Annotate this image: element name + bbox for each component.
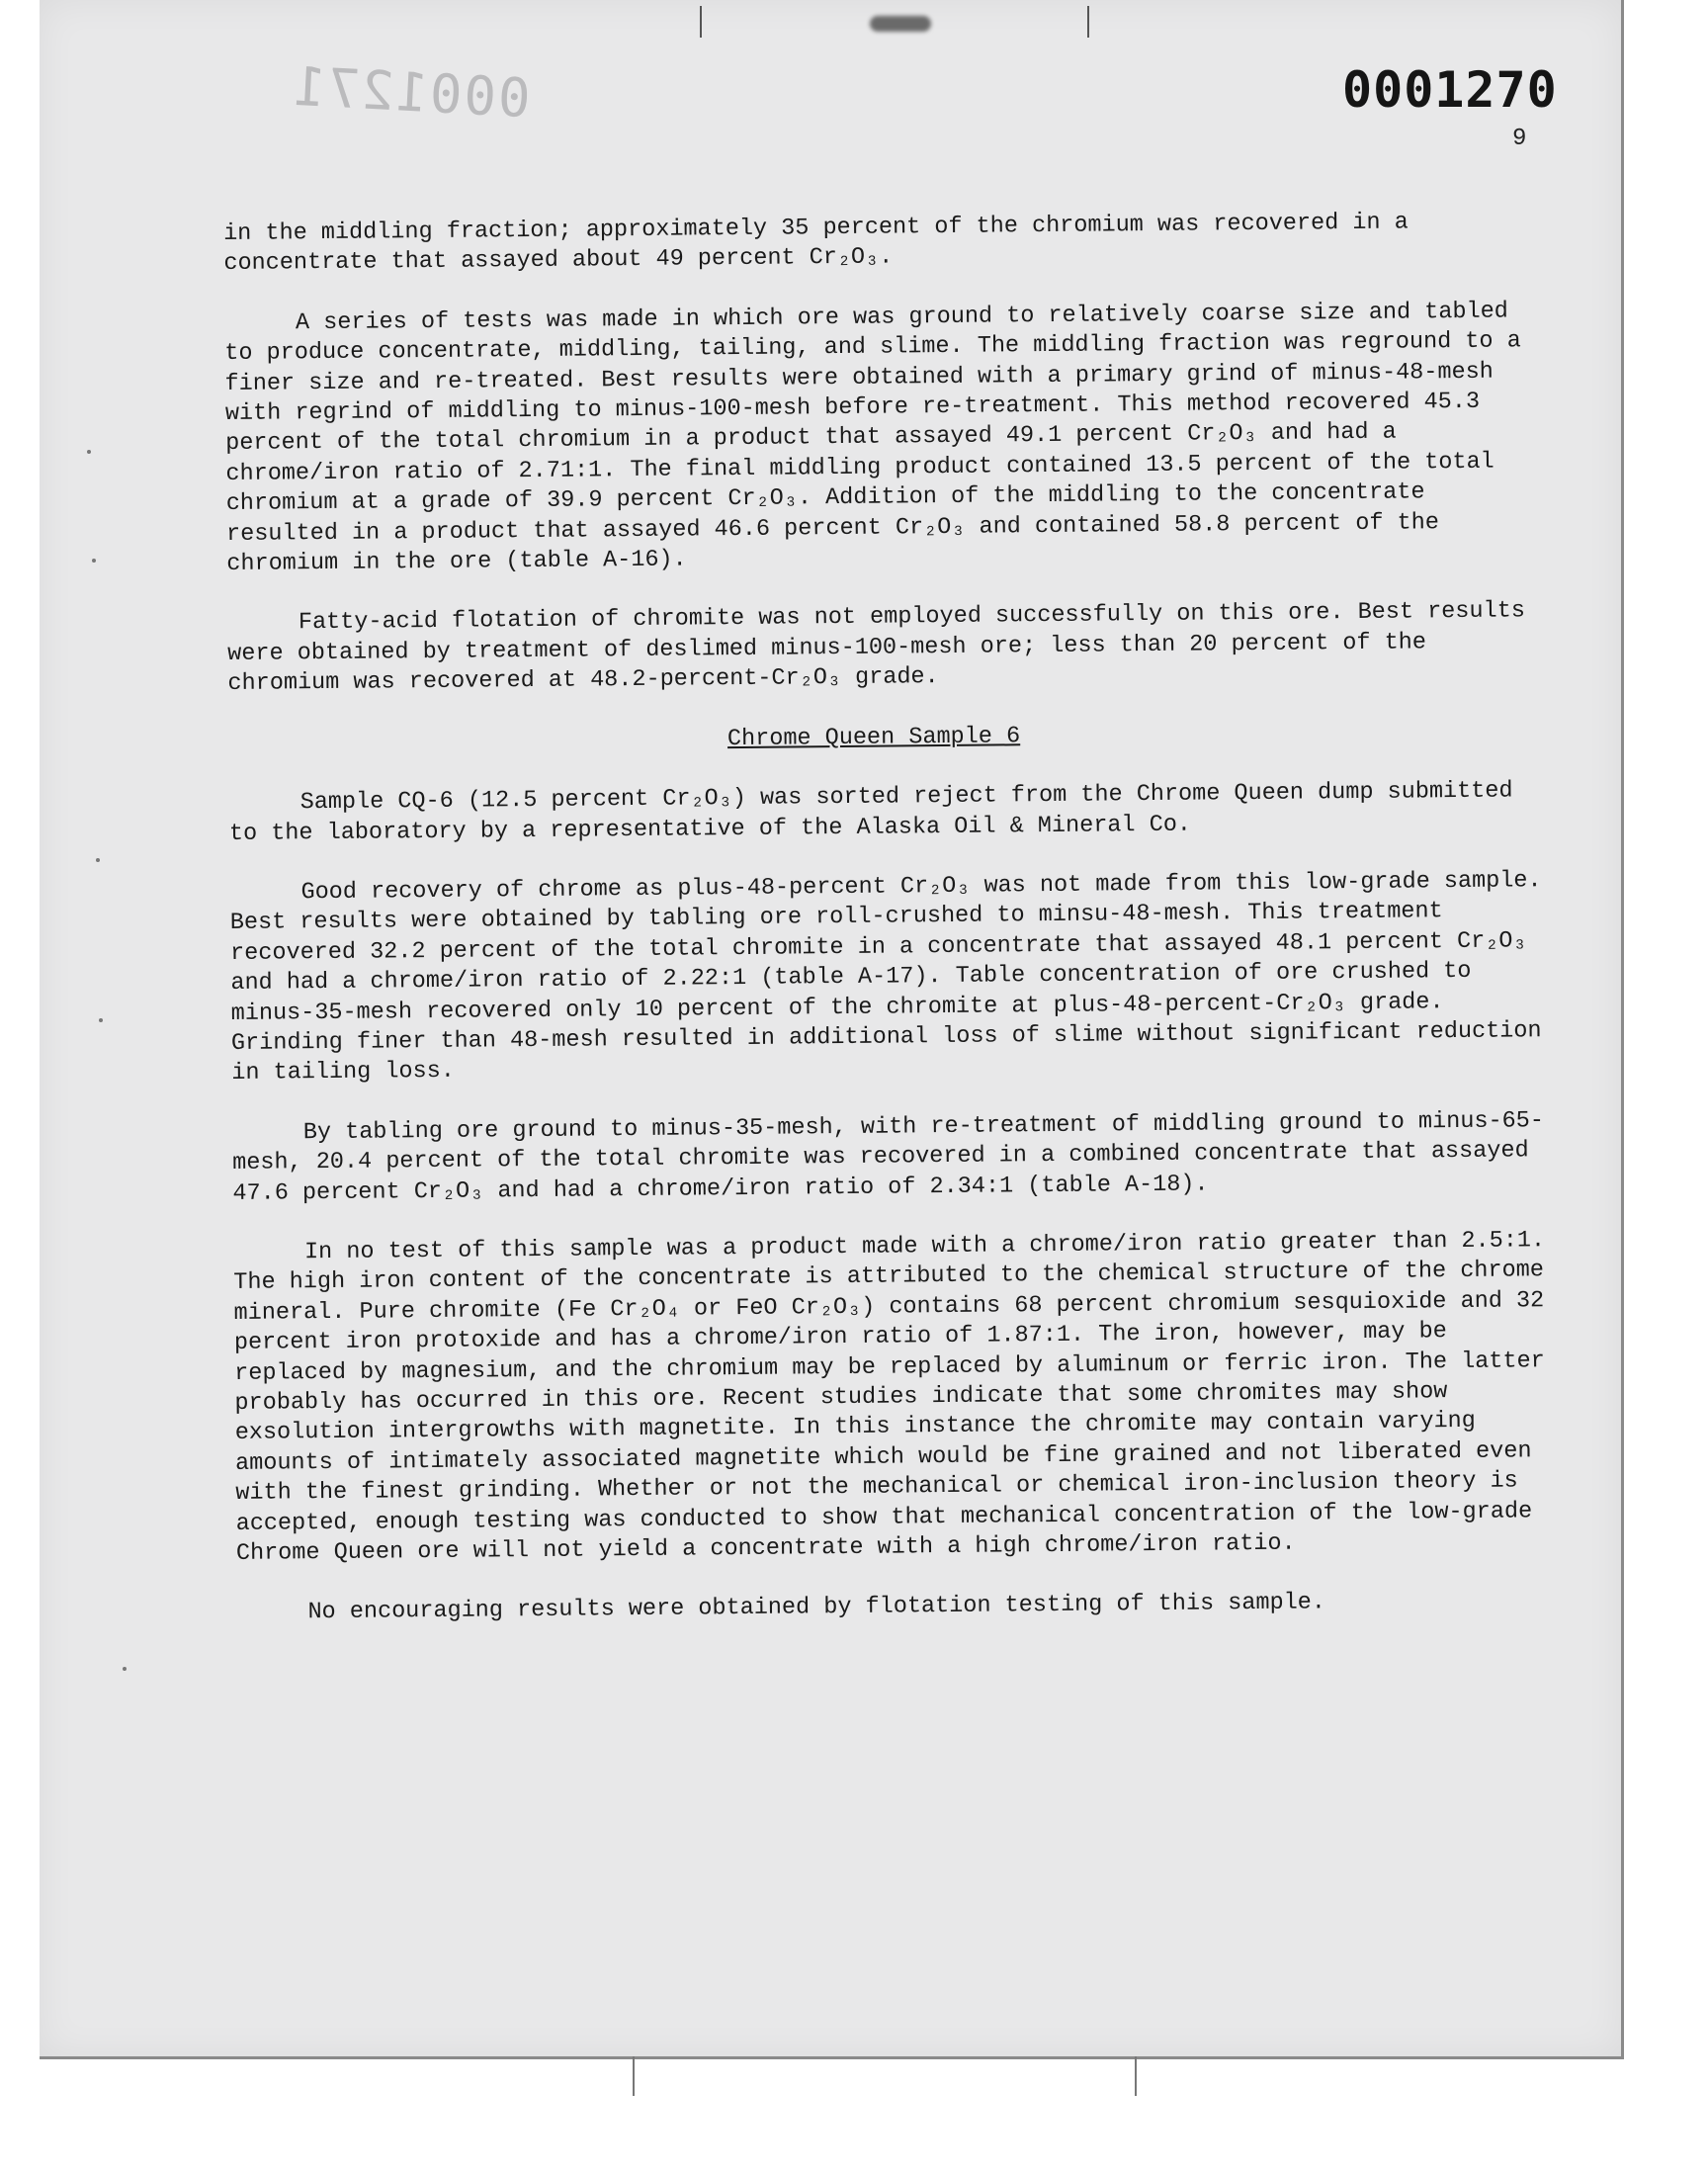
ghost-stamp-number: 0001271 (290, 54, 533, 130)
speck (92, 559, 96, 563)
scan-edge-mark (633, 2056, 635, 2096)
paragraph-sample-description: Sample CQ-6 (12.5 percent Cr₂O₃) was sorted reject from the Chrome Queen dump submitted to the laboratory by a representative of the Alaska Oil & Mineral Co. (228, 777, 1513, 847)
paragraph-tabling-tests: A series of tests was made in which ore was ground to relatively coarse size and tabled to produce concentrate, middling, tailing, and slime. The middling fraction was reground to a finer size and re-treated. Best results were obtained with a primary grind of minus-48-mesh with regrind of middling to minus-100-mesh before re-treatment. This method recovered 45.3 percent of the total chromium in a product that assayed 49.1 percent Cr₂O₃ and had a chrome/iron ratio of 2.71:1. The final middling product contained 13.5 percent of the total chromium at a grade of 39.9 percent Cr₂O₃. Addition of the middling to the concentrate resulted in a product that assayed 46.6 percent Cr₂O₃ and contained 58.8 percent of the chromium in the ore (table A-16). (224, 298, 1521, 578)
binder-clip-shadow (870, 16, 931, 32)
paragraph-conclusion: No encouraging results were obtained by flotation testing of this sample. (307, 1589, 1326, 1626)
binder-clip-mark (700, 6, 1089, 38)
paragraph-flotation: Fatty-acid flotation of chromite was not employed successfully on this ore. Best results were obtained by treatment of deslimed minus-100-mesh ore; less than 20 percent of the chromium was recovered at 48.2-percent-Cr₂O₃ grade. (227, 597, 1526, 698)
document-stamp-number: 0001270 (1342, 61, 1558, 119)
speck (87, 450, 91, 454)
paragraph-continuation: in the middling fraction; approximately 35 percent of the chromium was recovered in a concentrate that assayed about 49 percent Cr₂O₃. (223, 209, 1409, 278)
page-number: 9 (1512, 126, 1527, 152)
document-body (223, 207, 1552, 1659)
paragraph-regrind: By tabling ore ground to minus-35-mesh, with re-treatment of middling ground to minus-65-mesh, 20.4 percent of the total chromite was recovered in a combined concentrate that assayed 47.6 percent Cr₂O₃ and had a chrome/iron ratio of 2.34:1 (table A-18). (232, 1106, 1545, 1207)
speck (99, 1018, 103, 1022)
paragraph-iron-content: In no test of this sample was a product made with a chrome/iron ratio greater than 2.5:1. The high iron content of the concentrate is attributed to the chemical structure of the chrome mineral. Pure chromite (Fe Cr₂O₄ or FeO Cr₂O₃) contains 68 percent chromium sesquioxide and 32 percent iron protoxide and has a chrome/iron ratio of 1.87:1. The iron, however, may be replaced by magnesium, and the chromium may be replaced by aluminum or ferric iron. The latter probably has occurred in this ore. Recent studies indicate that some chromites may show exsolution intergrowths with magnetite. In this instance the chromite may contain varying amounts of intimately associated magnetite which would be fine grained and not liberated even with the finest grinding. Whether or not the mechanical or chemical iron-inclusion theory is accepted, enough testing was conducted to show that mechanical concentration of the low-grade Chrome Queen ore will not yield a concentrate with a high chrome/iron ratio. (233, 1227, 1546, 1567)
paragraph-recovery: Good recovery of chrome as plus-48-percent Cr₂O₃ was not made from this low-grade sample. Best results were obtained by tabling ore roll-crushed to minsu-48-mesh. This treatment recovered 32.2 percent of the total chromite in a concentrate that assayed 48.1 percent Cr₂O₃ and had a chrome/iron ratio of 2.22:1 (table A-17). Table concentration of ore crushed to minus-35-mesh recovered only 10 percent of the chromite at plus-48-percent-Cr₂O₃ grade. Grinding finer than 48-mesh resulted in additional loss of slime without significant reduction in tailing loss. (229, 867, 1542, 1088)
scan-edge-mark (1135, 2056, 1137, 2096)
speck (96, 858, 100, 862)
speck (123, 1667, 127, 1671)
section-heading: Chrome Queen Sample 6 (726, 722, 1021, 752)
